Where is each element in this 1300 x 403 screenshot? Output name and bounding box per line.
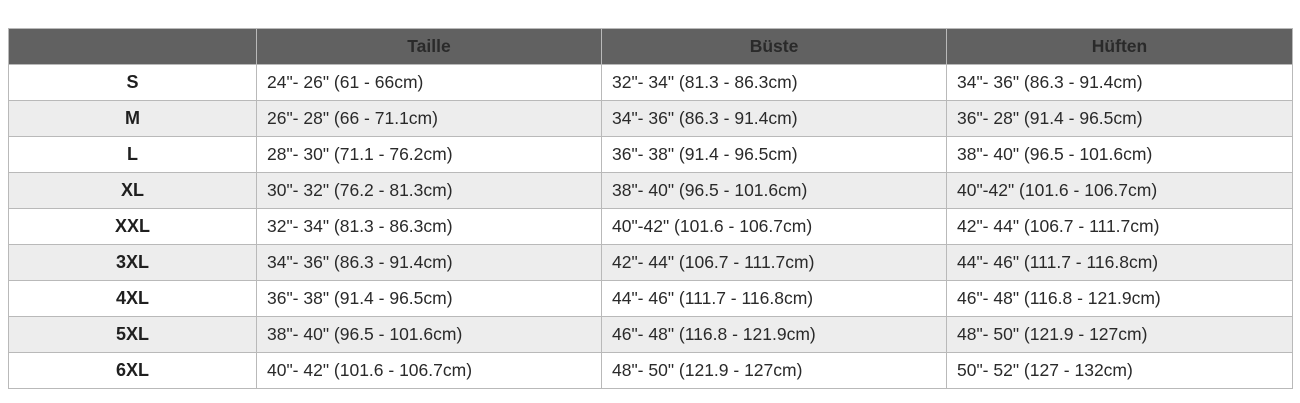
- cell-waist: 36"- 38" (91.4 - 96.5cm): [257, 281, 602, 317]
- cell-hips: 44"- 46" (111.7 - 116.8cm): [947, 245, 1293, 281]
- cell-waist: 38"- 40" (96.5 - 101.6cm): [257, 317, 602, 353]
- cell-waist: 34"- 36" (86.3 - 91.4cm): [257, 245, 602, 281]
- cell-hips: 42"- 44" (106.7 - 111.7cm): [947, 209, 1293, 245]
- cell-waist: 32"- 34" (81.3 - 86.3cm): [257, 209, 602, 245]
- row-header-size: 5XL: [9, 317, 257, 353]
- cell-hips: 48"- 50" (121.9 - 127cm): [947, 317, 1293, 353]
- table-row: [9, 173, 1293, 209]
- cell-hips: 34"- 36" (86.3 - 91.4cm): [947, 65, 1293, 101]
- row-header-size: L: [9, 137, 257, 173]
- cell-hips: 50"- 52" (127 - 132cm): [947, 353, 1293, 389]
- table-header: [9, 29, 1293, 65]
- cell-bust: 42"- 44" (106.7 - 111.7cm): [602, 245, 947, 281]
- column-header-bust: Büste: [602, 29, 947, 65]
- size-chart-table: [8, 28, 1293, 389]
- cell-waist: 30"- 32" (76.2 - 81.3cm): [257, 173, 602, 209]
- cell-bust: 48"- 50" (121.9 - 127cm): [602, 353, 947, 389]
- cell-bust: 40"-42" (101.6 - 106.7cm): [602, 209, 947, 245]
- cell-hips: 38"- 40" (96.5 - 101.6cm): [947, 137, 1293, 173]
- row-header-size: XXL: [9, 209, 257, 245]
- table-row: [9, 317, 1293, 353]
- cell-bust: 38"- 40" (96.5 - 101.6cm): [602, 173, 947, 209]
- table-row: [9, 281, 1293, 317]
- column-header-hips: Hüften: [947, 29, 1293, 65]
- table-body: [9, 65, 1293, 389]
- row-header-size: 3XL: [9, 245, 257, 281]
- table-row: [9, 353, 1293, 389]
- cell-waist: 24"- 26" (61 - 66cm): [257, 65, 602, 101]
- cell-bust: 44"- 46" (111.7 - 116.8cm): [602, 281, 947, 317]
- cell-waist: 40"- 42" (101.6 - 106.7cm): [257, 353, 602, 389]
- cell-hips: 46"- 48" (116.8 - 121.9cm): [947, 281, 1293, 317]
- cell-hips: 36"- 28" (91.4 - 96.5cm): [947, 101, 1293, 137]
- cell-bust: 32"- 34" (81.3 - 86.3cm): [602, 65, 947, 101]
- table-row: [9, 101, 1293, 137]
- row-header-size: 4XL: [9, 281, 257, 317]
- table-row: [9, 245, 1293, 281]
- cell-waist: 28"- 30" (71.1 - 76.2cm): [257, 137, 602, 173]
- table-row: [9, 137, 1293, 173]
- column-header-waist: Taille: [257, 29, 602, 65]
- table-header-row: [9, 29, 1293, 65]
- cell-bust: 34"- 36" (86.3 - 91.4cm): [602, 101, 947, 137]
- row-header-size: M: [9, 101, 257, 137]
- cell-hips: 40"-42" (101.6 - 106.7cm): [947, 173, 1293, 209]
- column-header-size: [9, 29, 257, 65]
- row-header-size: 6XL: [9, 353, 257, 389]
- row-header-size: S: [9, 65, 257, 101]
- table-row: [9, 65, 1293, 101]
- cell-bust: 46"- 48" (116.8 - 121.9cm): [602, 317, 947, 353]
- cell-bust: 36"- 38" (91.4 - 96.5cm): [602, 137, 947, 173]
- table-row: [9, 209, 1293, 245]
- row-header-size: XL: [9, 173, 257, 209]
- cell-waist: 26"- 28" (66 - 71.1cm): [257, 101, 602, 137]
